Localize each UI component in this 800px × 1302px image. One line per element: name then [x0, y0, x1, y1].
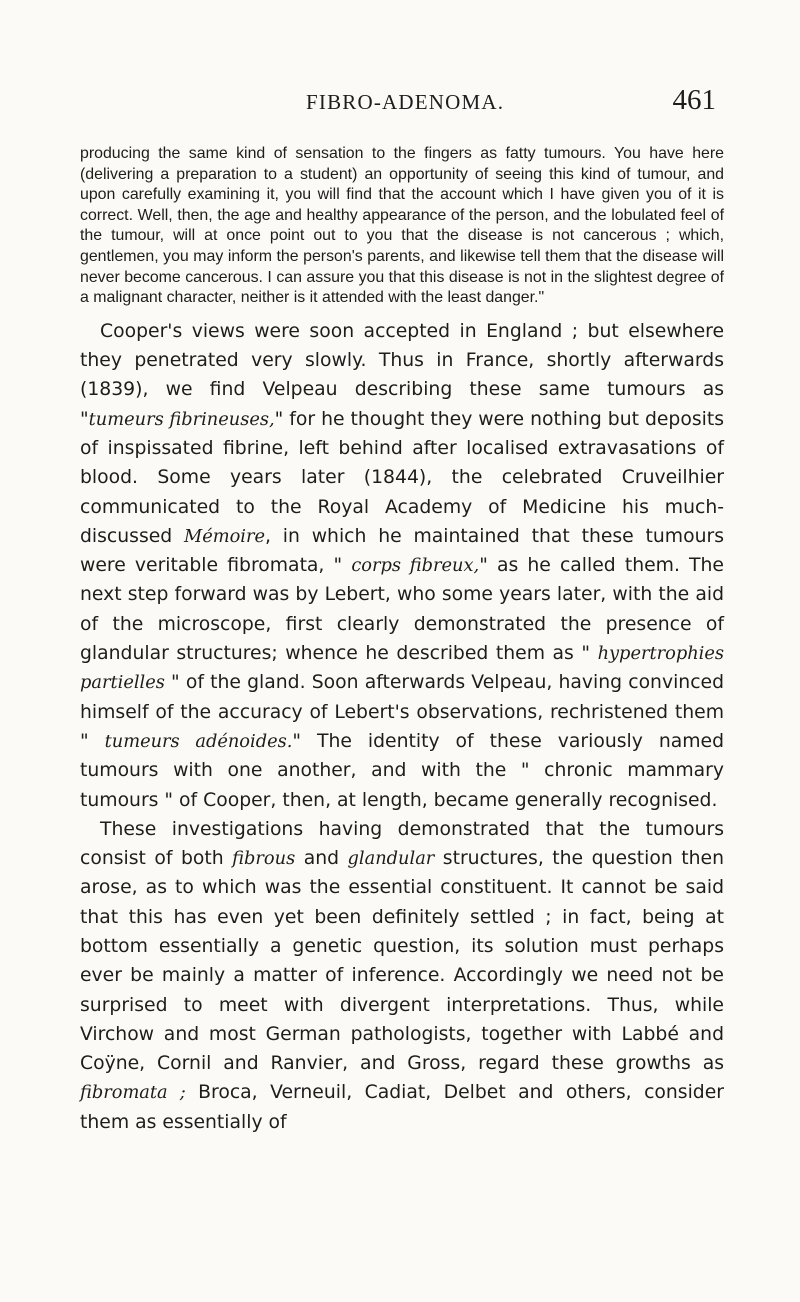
- book-page: [80, 84, 725, 1137]
- paragraph-cooper-views: [80, 317, 724, 815]
- italic-term: Mémoire: [184, 525, 266, 547]
- page-header: [80, 84, 724, 128]
- text-span: and: [295, 848, 348, 870]
- text-span: Cooper's views were soon accepted in England ; but elsewhere they penetrated very slowly. Thus in France, shortly afterwards (1839), we find Velpeau describing these same tumours as ": [80, 320, 724, 430]
- text-span: " as he called them. The next step forward was by Lebert, who some years later, with the aid of the microscope, first clearly demonstrated the presence of glandular structures; whence he described them as ": [80, 555, 724, 665]
- body-text: [80, 317, 724, 1137]
- text-span: " The identity of these variously named tumours with one another, and with the " chronic mammary tumours " of Cooper, then, at length, became generally recognised.: [80, 730, 725, 811]
- text-span: " for he thought they were nothing but deposits of inspissated fibrine, left behind after localised extravasations of blood. Some years later (1844), the celebrated Cruveilhier communicated to the Royal Academy of Medicine his much-discussed: [80, 408, 724, 547]
- text-span: structures, the question then arose, as to which was the essential constituent. It cannot be said that this has even yet been definitely settled ; in fact, being at bottom essentially a genetic question, its solution must perhaps ever be mainly a matter of inference. Accordingly we need not be surprised to meet with divergent interpretations. Thus, while Virchow and most German pathologists, together with Labbé and Coÿne, Cornil and Ranvier, and Gross, regard these growths as: [80, 848, 724, 1075]
- italic-term: tumeurs fibrineuses,: [88, 408, 275, 430]
- italic-term: fibromata ;: [80, 1082, 186, 1104]
- italic-term: corps fibreux,: [351, 555, 480, 577]
- text-span: These investigations having demonstrated that the tumours consist of both: [80, 818, 724, 870]
- italic-term: tumeurs adénoides.: [104, 730, 293, 752]
- italic-term: fibrous: [232, 848, 296, 870]
- paragraph-investigations: [80, 815, 724, 1137]
- italic-term: glandular: [347, 848, 435, 870]
- text-span: , in which he maintained that these tumours were veritable fibromata, ": [80, 525, 724, 577]
- quoted-passage: producing the same kind of sensation to the fingers as fatty tumours. You have here (delivering a preparation to a student) an opportunity of seeing this kind of tumour, and upon carefully examining it, you will find that the account which I have given you of it is correct. Well, then, the age and healthy appearance of the person, and the lobulated feel of the tumour, will at once point out to you that the disease is not cancerous ; which, gentlemen, you may inform the person's parents, and likewise tell them that the disease will never become cancerous. I can assure you that this disease is not in the slightest degree of a malignant character, neither is it attended with the least danger.": [80, 145, 724, 307]
- italic-term: hypertrophies partielles: [80, 643, 724, 694]
- text-span: Broca, Verneuil, Cadiat, Delbet and others, consider them as essentially of: [80, 1082, 724, 1133]
- text-span: " of the gland. Soon afterwards Velpeau, having convinced himself of the accuracy of Lebert's observations, rechristened them ": [80, 672, 724, 752]
- running-head: FIBRO-ADENOMA.: [306, 90, 505, 114]
- page-number: 461: [672, 84, 716, 116]
